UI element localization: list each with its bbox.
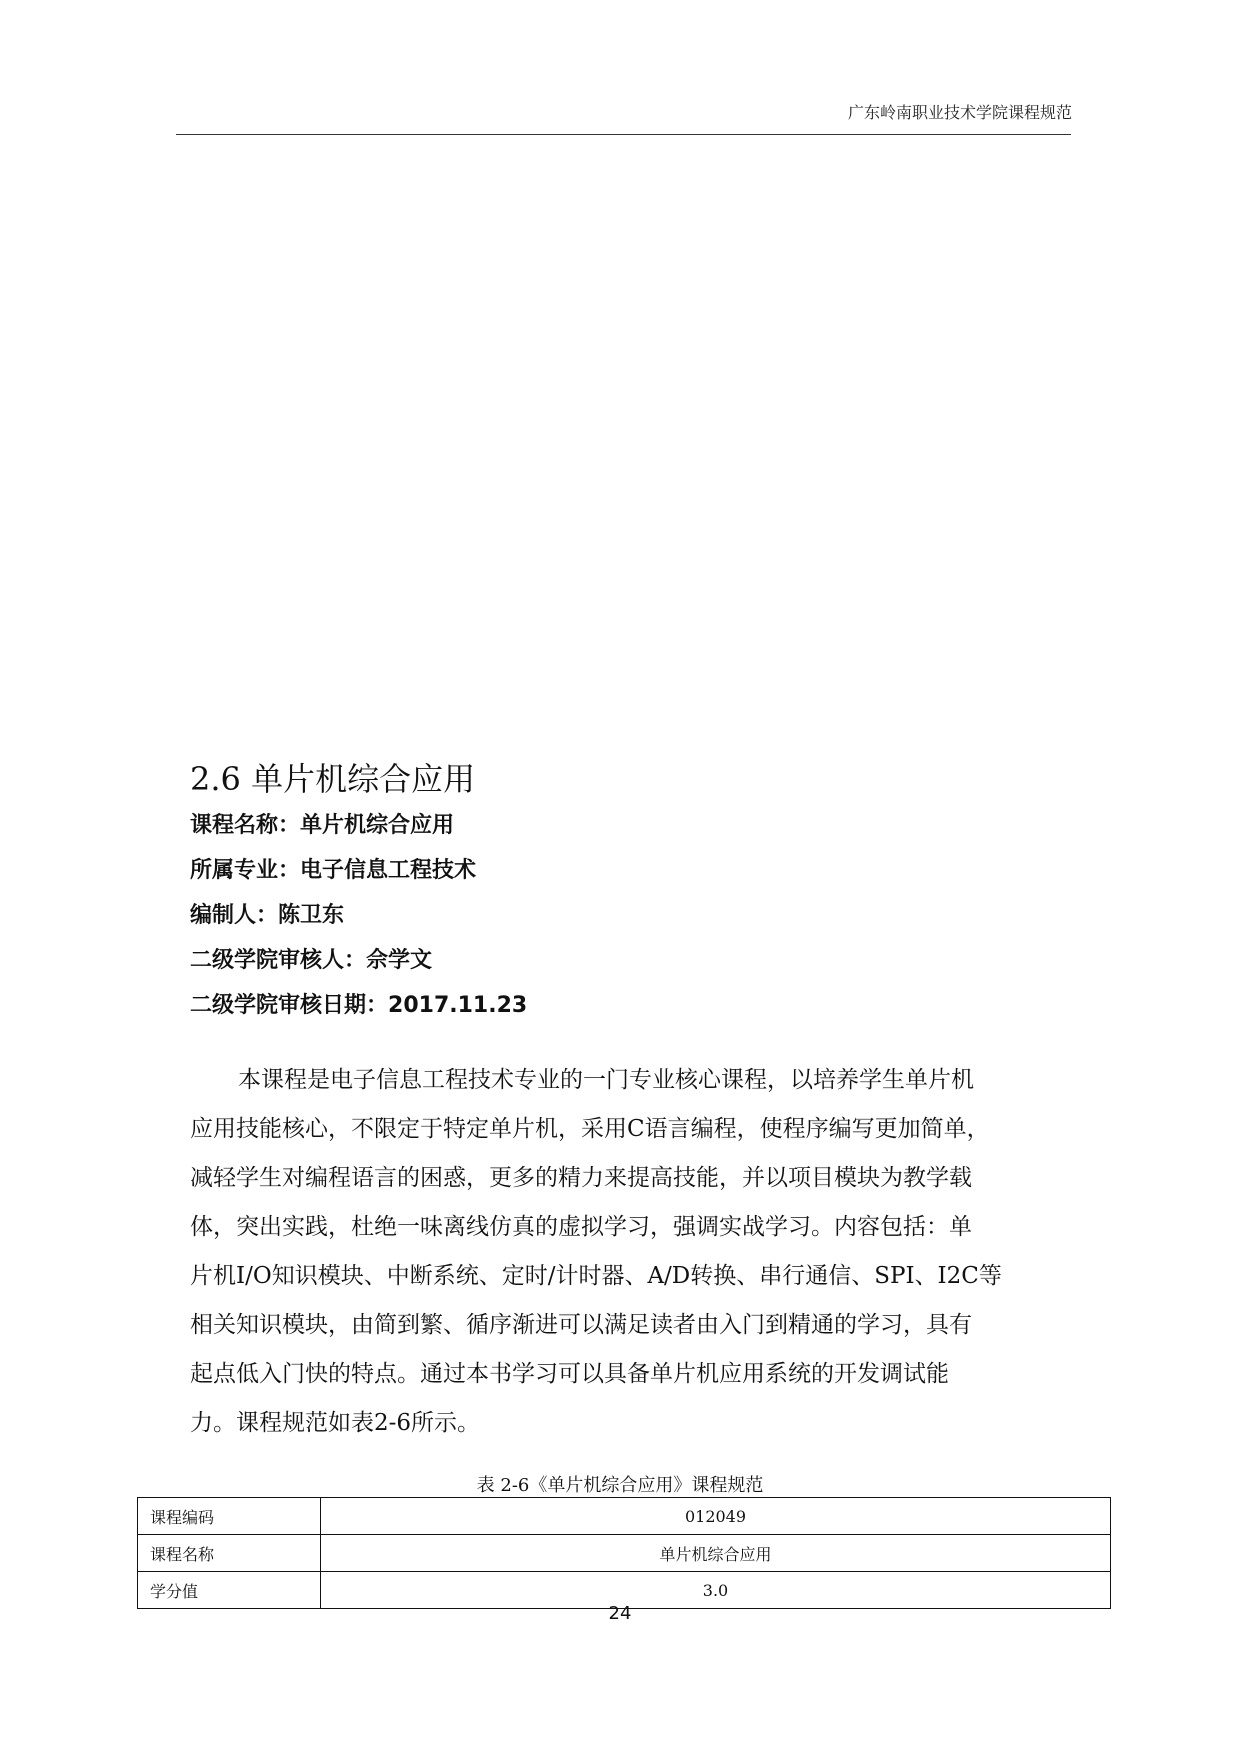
meta-value: 陈卫东 <box>278 903 345 928</box>
table-cell-value: 单片机综合应用 <box>321 1535 1111 1572</box>
meta-author <box>190 905 344 927</box>
running-header: 广东岭南职业技术学院课程规范 <box>847 103 1072 122</box>
meta-major <box>190 860 476 882</box>
header-divider <box>176 134 1071 135</box>
meta-reviewer <box>190 950 432 972</box>
meta-course-name <box>190 815 454 837</box>
meta-value: 电子信息工程技术 <box>300 858 477 883</box>
paragraph-line: 应用技能核心，不限定于特定单片机，采用C语言编程，使程序编写更加简单， <box>190 1116 990 1142</box>
paragraph-line: 起点低入门快的特点。通过本书学习可以具备单片机应用系统的开发调试能 <box>190 1361 949 1387</box>
paragraph-line: 力。课程规范如表2-6所示。 <box>190 1410 481 1436</box>
table-cell-value: 012049 <box>321 1498 1111 1535</box>
page-number: 24 <box>608 1603 632 1624</box>
table-row <box>138 1498 1111 1535</box>
meta-value: 佘学文 <box>366 948 433 973</box>
meta-value: 单片机综合应用 <box>300 813 455 838</box>
paragraph-line: 本课程是电子信息工程技术专业的一门专业核心课程，以培养学生单片机 <box>238 1067 974 1093</box>
paragraph-line: 体，突出实践，杜绝一味离线仿真的虚拟学习，强调实战学习。内容包括：单 <box>190 1214 972 1240</box>
table-cell-label: 学分值 <box>138 1572 321 1609</box>
meta-label: 课程名称： <box>190 813 301 838</box>
meta-label: 二级学院审核日期： <box>190 993 389 1018</box>
meta-label: 所属专业： <box>190 858 301 883</box>
table-cell-value: 3.0 <box>321 1572 1111 1609</box>
table-cell-label: 课程编码 <box>138 1498 321 1535</box>
course-spec-table <box>137 1497 1111 1609</box>
paragraph-line: 片机I/O知识模块、中断系统、定时/计时器、A/D转换、串行通信、SPI、I2C等 <box>190 1263 1002 1289</box>
meta-review-date <box>190 995 527 1017</box>
paragraph-line: 相关知识模块，由简到繁、循序渐进可以满足读者由入门到精通的学习，具有 <box>190 1312 972 1338</box>
section-heading: 2.6 单片机综合应用 <box>190 760 476 798</box>
meta-value: 2017.11.23 <box>388 993 528 1018</box>
table-cell-label: 课程名称 <box>138 1535 321 1572</box>
table-row <box>138 1535 1111 1572</box>
paragraph-line: 减轻学生对编程语言的困惑，更多的精力来提高技能，并以项目模块为教学载 <box>190 1165 972 1191</box>
meta-label: 二级学院审核人： <box>190 948 367 973</box>
meta-label: 编制人： <box>190 903 279 928</box>
table-caption: 表 2-6《单片机综合应用》课程规范 <box>476 1475 764 1496</box>
